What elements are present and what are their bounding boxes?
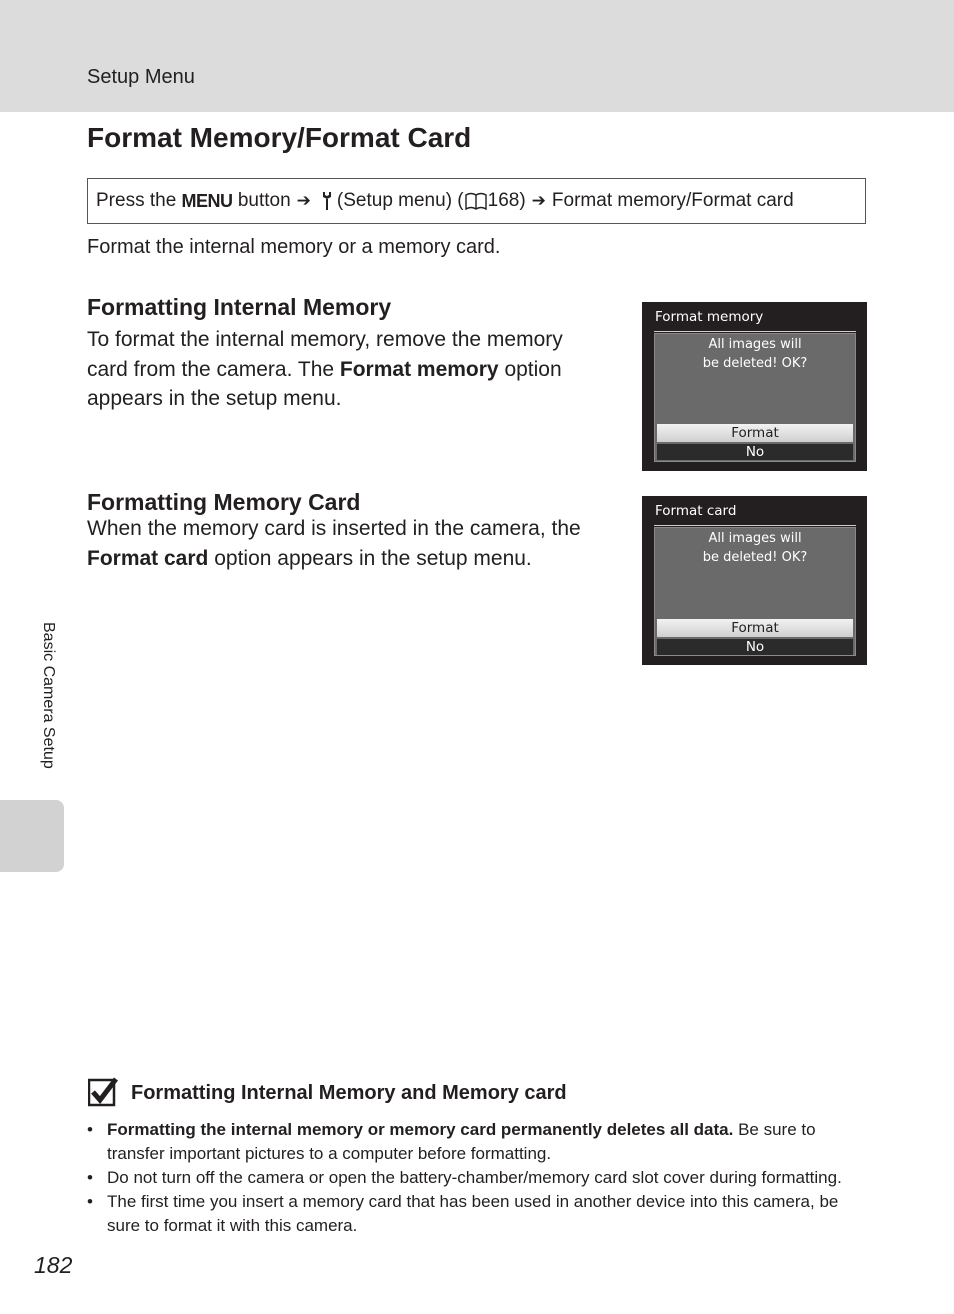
screen-message-line1: All images will: [708, 337, 802, 352]
menu-navigation-path: [87, 178, 866, 224]
chapter-side-label: Basic Camera Setup: [40, 622, 57, 769]
screen-divider: [654, 525, 856, 526]
chapter-tab: [0, 800, 64, 872]
internal-memory-description: [87, 325, 607, 414]
heading-internal-memory: Formatting Internal Memory: [87, 294, 392, 320]
note-title: Formatting Internal Memory and Memory card: [131, 1082, 567, 1104]
section-label: Setup Menu: [87, 66, 195, 88]
list-item: • Do not turn off the camera or open the battery-chamber/memory card slot cover during formatting.: [87, 1168, 842, 1187]
intro-text: Format the internal memory or a memory card.: [87, 236, 501, 258]
screen-option-format: Format: [657, 424, 853, 442]
screen-dialog: [654, 527, 856, 656]
screen-message: [655, 528, 855, 567]
screen-title: Format card: [655, 503, 737, 519]
menu-button-icon: MENU: [181, 190, 233, 211]
screen-message-line1: All images will: [708, 531, 802, 546]
page-number: 182: [34, 1252, 73, 1278]
bullet-text: Do not turn off the camera or open the battery-chamber/memory card slot cover during formatting.: [107, 1168, 842, 1187]
screen-message-line2: be deleted! OK?: [702, 550, 808, 565]
screen-message-line2: be deleted! OK?: [702, 356, 808, 371]
screen-option-no: No: [657, 444, 853, 460]
nav-press-text: Press the: [96, 190, 177, 211]
internal-text-after: option appears in the setup menu.: [87, 357, 562, 410]
card-text-before: When the memory card is inserted in the camera, the: [87, 517, 581, 540]
screen-title: Format memory: [655, 309, 764, 325]
screen-dialog: [654, 333, 856, 462]
bullet-text: The first time you insert a memory card that has been used in another device into this camera, be sure to format it with this camera.: [107, 1192, 839, 1235]
list-item: • Formatting the internal memory or memory card permanently deletes all data. Be sure to transfer important pictures to a computer before formatting.: [87, 1120, 816, 1163]
internal-text-bold: Format memory: [339, 357, 499, 381]
screen-message: [655, 334, 855, 373]
bullet-text: Be sure to transfer important pictures to a computer before formatting.: [107, 1120, 816, 1163]
nav-page-ref: 168): [487, 190, 526, 211]
page-title: Format Memory/Format Card: [87, 122, 472, 153]
memory-card-description: [87, 514, 607, 573]
card-text-bold: Format card: [87, 546, 209, 570]
list-item: • The first time you insert a memory card that has been used in another device into this camera, be sure to format it with this camera.: [87, 1192, 839, 1235]
arrow-right-icon: ➔: [531, 191, 546, 210]
nav-button-text: button: [237, 190, 291, 211]
nav-setup-menu-text: (Setup menu) (: [336, 190, 464, 211]
format-card-screen: [642, 496, 867, 665]
heading-memory-card: Formatting Memory Card: [87, 489, 361, 515]
checkmark-note-icon: [88, 1077, 118, 1107]
screen-divider: [654, 331, 856, 332]
book-reference-icon: [465, 192, 487, 210]
bullet-bold-text: Formatting the internal memory or memory card permanently deletes all data.: [107, 1120, 734, 1139]
card-text-after: option appears in the setup menu.: [208, 546, 532, 570]
screen-option-format: Format: [657, 619, 853, 637]
internal-text-before: To format the internal memory, remove the memory card from the camera. The: [87, 328, 563, 381]
note-bullet-list: [87, 1118, 867, 1238]
screen-option-no: No: [657, 639, 853, 655]
format-memory-screen: [642, 302, 867, 471]
arrow-right-icon: ➔: [296, 191, 311, 210]
nav-destination: Format memory/Format card: [551, 190, 794, 211]
header-band: [0, 0, 954, 112]
wrench-icon: [320, 191, 334, 211]
